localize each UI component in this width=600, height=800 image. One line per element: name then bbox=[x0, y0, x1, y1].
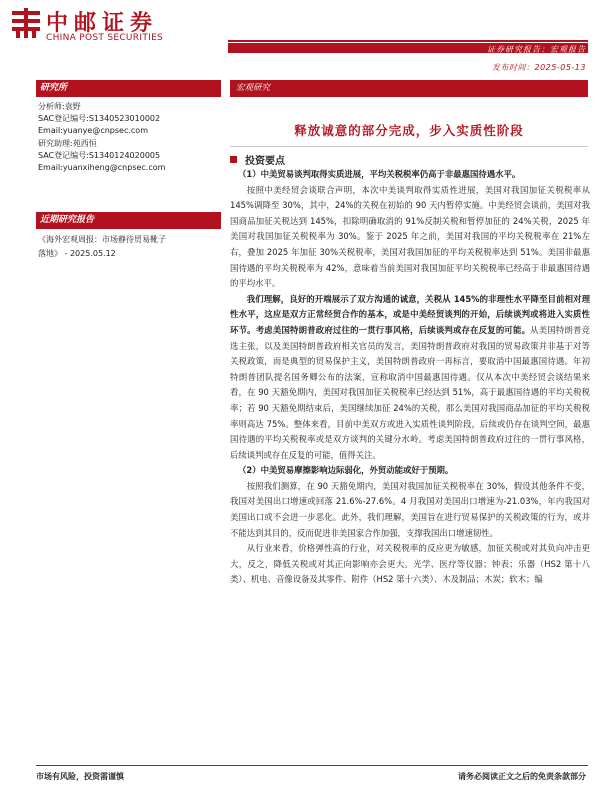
paragraph bbox=[230, 292, 590, 464]
paragraph: 按照我们测算，在 90 天豁免期内，美国对我国加征关税税率在 30%，假设其他条件不变，我国对美国出口增速或回落 21.6%-27.6%。4 月我国对美国出口增速为-21.03%，年内我国对美国出口或不会进一步恶化。此外，我们理解，美国旨在进行贸易保护的关税政策的行为，或并不能达到其目的，反而促进非美国家合作加强，支撑我国出口增速韧性。 bbox=[230, 480, 590, 538]
footer-divider bbox=[36, 765, 588, 766]
recent-report-link[interactable] bbox=[38, 233, 223, 260]
bullet-square-icon bbox=[230, 156, 237, 163]
paragraph: 从行业来看，价格弹性高的行业，对关税税率的反应更为敏感，加征关税或对其负向冲击更大，反之，降低关税或对其正向影响亦会更大。光学、医疗等仪器；钟表；乐器（HS2 第十八类）、机电、音像设备及其零件、附件（HS2 第十六类）、木及制品；木炭；软木；编 bbox=[230, 543, 590, 585]
research-label: 研究所 bbox=[36, 80, 221, 97]
page-title: 释放诚意的部分完成，步入实质性阶段 bbox=[294, 123, 524, 138]
company-logo bbox=[12, 6, 222, 44]
paragraph-emphasis: 我们理解，良好的开端展示了双方沟通的诚意，关税从 145%的非理性水平降至目前相对理性水平，这应是双方正常经贸合作的基本，或是中美经贸谈判的开始，后续谈判或将进入实质性环节。考虑美国特朗普政府过往的一贯行事风格，后续谈判或存在反复的可能。 bbox=[230, 293, 590, 335]
recent-report-line: 落地》 - 2025.05.12 bbox=[38, 248, 116, 258]
report-type: 证券研究报告：宏观报告 bbox=[487, 45, 586, 54]
article-body bbox=[230, 167, 590, 588]
analyst-line: SAC登记编号:S1340523010002 bbox=[38, 114, 161, 124]
analyst-line: SAC登记编号:S1340124020005 bbox=[38, 150, 161, 160]
paragraph: 按照中美经贸会谈联合声明，本次中美谈判取得实质性进展，美国对我国加征关税税率从 145%调降至 30%，其中，24%的关税在初始的 90 天内暂停实施。中美经贸会谈前，美国对我国商品加征关税达到 145%，扣除明确取消的 91%反制关税和暂停加征的 24%关税，2025 年美国对我国加征关税税率为 30%。鉴于 2025 年之前，美国对我国的平均关税税率在 21%左右，叠加 2025 年加征 30%关税税率，美国对我国加征的平均关税税率达到 51%。美国非最惠国待遇的平均关税税率为 42%，意味着当前美国对我国加征平均关税税率已经高于非最惠国待遇的平均水平。 bbox=[230, 184, 590, 289]
analyst-line: 研究助理:苑西恒 bbox=[38, 138, 97, 148]
analyst-email[interactable]: Email:yuanye@cnpsec.com bbox=[38, 126, 148, 136]
recent-report-line: 《海外宏观周报：市场静待贸易靴子 bbox=[38, 235, 166, 244]
subheading: （2）中美贸易摩擦影响边际弱化，外贸动能或好于预期。 bbox=[238, 465, 454, 476]
risk-disclaimer: 市场有风险，投资需谨慎 bbox=[36, 772, 124, 781]
category-tag: 宏观研究 bbox=[230, 80, 588, 97]
section-heading bbox=[230, 152, 285, 167]
logo-mark-icon bbox=[12, 8, 40, 38]
analyst-line: 分析师:袁野 bbox=[38, 102, 81, 111]
legal-notice: 请务必阅读正文之后的免责条款部分 bbox=[458, 772, 586, 781]
header-rule bbox=[228, 40, 588, 42]
analyst-email[interactable]: Email:yuanxiheng@cnpsec.com bbox=[38, 163, 166, 173]
subheading: （1）中美贸易谈判取得实质进展，平均关税税率仍高于非最惠国待遇水平。 bbox=[238, 169, 521, 179]
analyst-info bbox=[38, 101, 223, 174]
title-divider bbox=[230, 146, 588, 147]
recent-reports-label: 近期研究报告 bbox=[36, 212, 221, 229]
logo-chinese-name: 中邮证券 bbox=[46, 11, 159, 36]
section-heading-text: 投资要点 bbox=[245, 156, 285, 167]
logo-english-name: CHINA POST SECURITIES bbox=[46, 33, 164, 43]
paragraph-text: 从美国特朗普竞选主张，以及美国特朗普政府相关官员的发言，美国特朗普政府对我国的贸易政策并非基于对等关税政策，而是典型的贸易保护主义，美国特朗普政府一再标言，要取消中国最惠国待遇。年初特朗普团队提名国务卿公布的法案，宣称取消中国最惠国待遇。仅从本次中美经贸会谈结果来看，在 90 天豁免期内，美国对我国加征关税税率已经达到 51%，高于最惠国待遇的平均关税税率；若 90 天豁免期结束后，美国继续加征 24%的关税，那么美国对我国商品加征的平均关税税率则高达 75%。整体来看，目前中美双方或进入实质性谈判阶段，后续或仍存在谈判空间，最惠国待遇的平均关税税率或是双方谈判的关键分水岭。考虑美国特朗普政府过往的一贯行事风格，后续谈判或存在反复的可能，值得关注。 bbox=[230, 324, 591, 460]
publish-date: 发布时间：2025-05-13 bbox=[492, 63, 586, 72]
